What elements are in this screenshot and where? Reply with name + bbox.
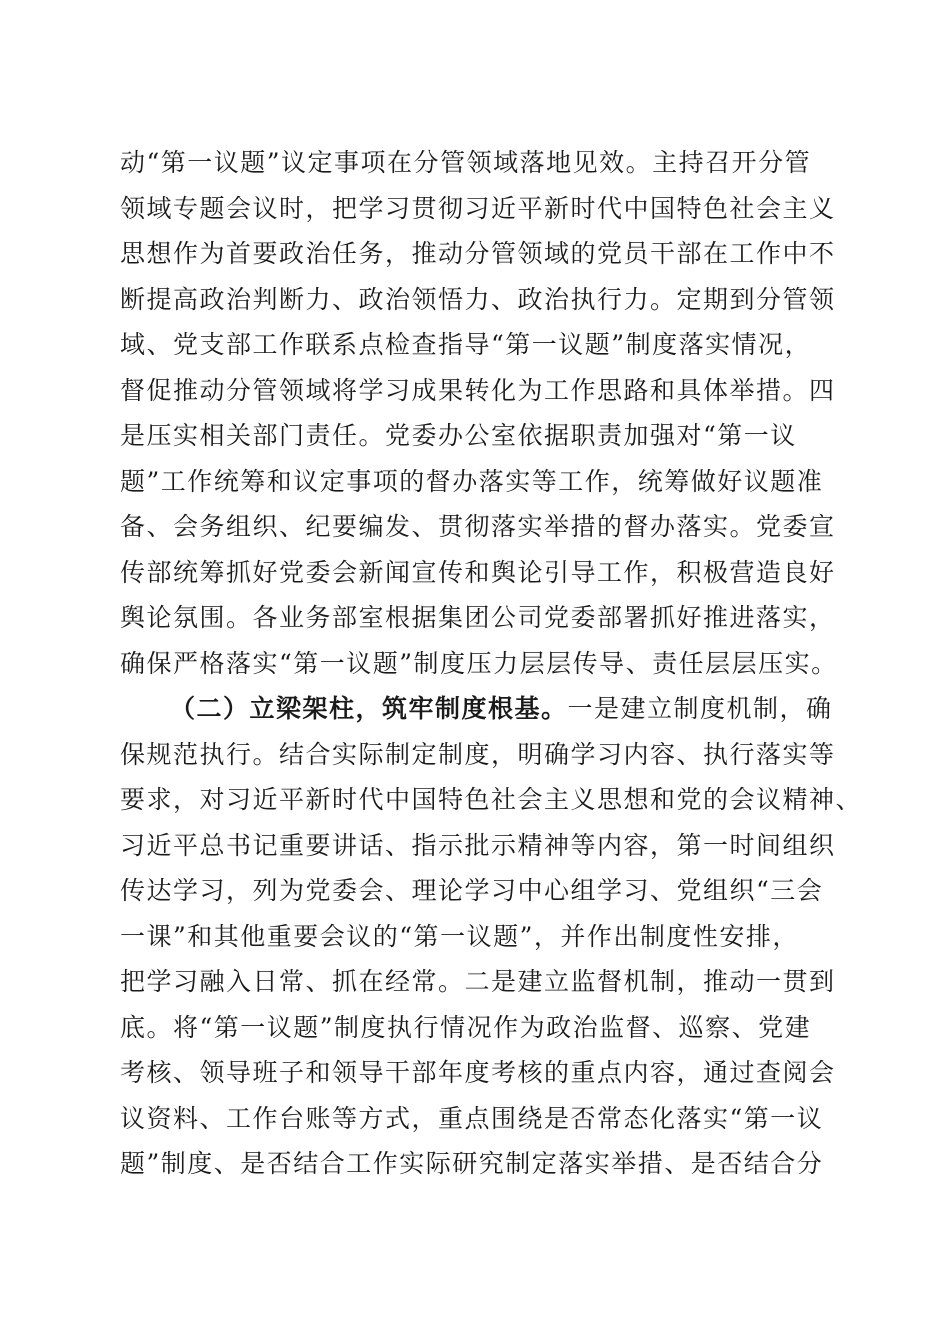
section-first-line bbox=[120, 686, 840, 732]
text-line: 把学习融入日常、抓在经常。二是建立监督机制，推动一贯到 bbox=[120, 967, 836, 996]
text-line: 督促推动分管领域将学习成果转化为工作思路和具体举措。四 bbox=[120, 375, 836, 405]
text-line: 域、党支部工作联系点检查指导“第一议题”制度落实情况， bbox=[120, 330, 812, 359]
text-line: 确保严格落实“第一议题”制度压力层层传导、责任层层压实。 bbox=[120, 648, 838, 678]
text-line: 保规范执行。结合实际制定制度，明确学习内容、执行落实等 bbox=[120, 739, 836, 769]
text-line: 备、会务组织、纪要编发、贯彻落实举措的督办落实。党委宣 bbox=[120, 512, 836, 541]
text-line: 断提高政治判断力、政治领悟力、政治执行力。定期到分管领 bbox=[120, 284, 836, 314]
section-first-line-text: 一是建立制度机制，确 bbox=[567, 694, 833, 723]
text-line: 思想作为首要政治任务，推动分管领域的党员干部在工作中不 bbox=[120, 239, 836, 268]
text-line: 传达学习，列为党委会、理论学习中心组学习、党组织“三会 bbox=[120, 876, 824, 905]
text-line: 动“第一议题”议定事项在分管领域落地见效。主持召开分管 bbox=[120, 148, 812, 177]
text-line: 议资料、工作台账等方式，重点围绕是否常态化落实“第一议 bbox=[120, 1103, 824, 1133]
text-line: 领域专题会议时，把学习贯彻习近平新时代中国特色社会主义 bbox=[120, 193, 836, 223]
text-line: 题”制度、是否结合工作实际研究制定落实举措、是否结合分 bbox=[120, 1149, 824, 1178]
text-line: 要求，对习近平新时代中国特色社会主义思想和党的会议精神、 bbox=[120, 785, 863, 814]
text-line: 是压实相关部门责任。党委办公室依据职责加强对“第一议 bbox=[120, 421, 797, 450]
text-line: 考核、领导班子和领导干部年度考核的重点内容，通过查阅会 bbox=[120, 1058, 836, 1087]
text-line: 题”工作统筹和议定事项的督办落实等工作，统筹做好议题准 bbox=[120, 466, 824, 496]
text-line: 一课”和其他重要会议的“第一议题”，并作出制度性安排， bbox=[120, 921, 799, 951]
text-line: 舆论氛围。各业务部室根据集团公司党委部署抓好推进落实， bbox=[120, 603, 836, 632]
section-heading: （二）立梁架柱，筑牢制度根基。 bbox=[170, 694, 568, 723]
text-line: 习近平总书记重要讲话、指示批示精神等内容，第一时间组织 bbox=[120, 830, 836, 860]
body-text bbox=[120, 140, 863, 1187]
text-line: 底。将“第一议题”制度执行情况作为政治监督、巡察、党建 bbox=[120, 1012, 812, 1042]
text-line: 传部统筹抓好党委会新闻宣传和舆论引导工作，积极营造良好 bbox=[120, 557, 836, 587]
